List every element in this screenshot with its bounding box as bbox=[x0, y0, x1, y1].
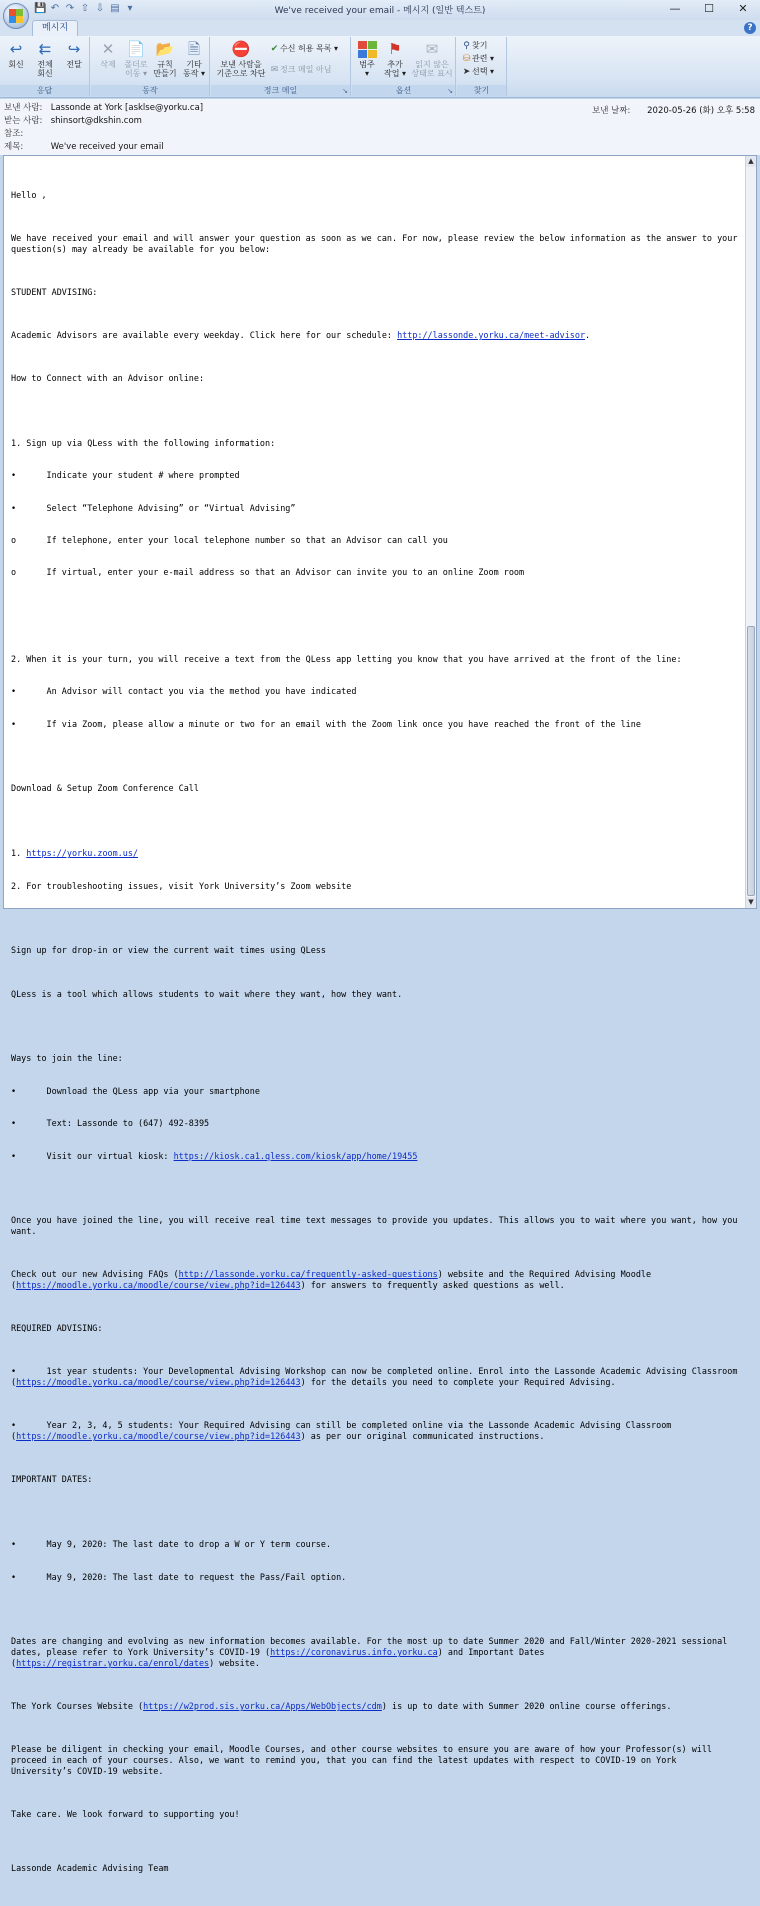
delete-icon: ✕ bbox=[101, 39, 115, 58]
tab-message[interactable]: 메시지 bbox=[32, 20, 78, 36]
req1-moodle-link[interactable]: https://moodle.yorku.ca/moodle/course/view.php?id=126443 bbox=[16, 1377, 301, 1388]
zoom-step-2: 2. For troubleshooting issues, visit York University’s Zoom website bbox=[11, 880, 352, 891]
reply-all-label-1: 전체 bbox=[37, 60, 53, 69]
rules-icon: 📂 bbox=[155, 39, 175, 58]
courses-website-link[interactable]: https://w2prod.sis.yorku.ca/Apps/WebObjects/cdm bbox=[143, 1701, 382, 1712]
step1-item-c: o If telephone, enter your local telephone number so that an Advisor can call you bbox=[11, 535, 448, 546]
binoculars-icon: ⚲ bbox=[463, 41, 470, 51]
group-find bbox=[457, 37, 507, 96]
important-heading: IMPORTANT DATES: bbox=[11, 1474, 93, 1485]
scrollbar-thumb[interactable] bbox=[747, 626, 755, 896]
message-body-text bbox=[11, 168, 743, 1906]
not-junk-button[interactable] bbox=[269, 64, 331, 76]
step1-block bbox=[11, 416, 739, 600]
block-sender-button[interactable] bbox=[213, 39, 269, 78]
vertical-scrollbar[interactable] bbox=[745, 156, 756, 908]
signature: Lassonde Academic Advising Team bbox=[11, 1863, 169, 1874]
intro-paragraph: We have received your email and will answer your question as soon as we can. For now, please review the below information as the answer to your question(s) may already be available for you below: bbox=[11, 232, 743, 254]
from-label: 보낸 사람: bbox=[4, 103, 43, 113]
diligent-paragraph: Please be diligent in checking your email, Moodle Courses, and other course websites to ensure you are aware of how your Professor(s) will proceed in each of your courses. Also, we want to remind you, that you can find the latest updates with respect to COVID-19 on York University’s COVID-19 website. bbox=[11, 1744, 718, 1776]
dates-text-3: ) website. bbox=[209, 1657, 260, 1668]
yorku-zoom-link[interactable]: https://yorku.zoom.us/ bbox=[26, 848, 139, 859]
safe-list-label: 수신 허용 목록 ▾ bbox=[280, 44, 339, 53]
ways-item-b: • Text: Lassonde to (647) 492-8395 bbox=[11, 1118, 210, 1129]
related-label: 관련 ▾ bbox=[472, 54, 495, 63]
step1-item-d: o If virtual, enter your e-mail address so that an Advisor can invite you to an online Zoom room bbox=[11, 567, 525, 578]
req2-moodle-link[interactable]: https://moodle.yorku.ca/moodle/course/view.php?id=126443 bbox=[16, 1431, 301, 1442]
greeting: Hello , bbox=[11, 189, 47, 200]
followup-label-2: 작업 ▾ bbox=[383, 69, 406, 78]
forward-label: 전달 bbox=[66, 60, 82, 69]
related-button[interactable] bbox=[461, 53, 494, 65]
not-junk-icon: ✉ bbox=[270, 65, 279, 75]
categorize-label-2: ▾ bbox=[364, 69, 369, 78]
safe-list-icon: ✔ bbox=[270, 44, 279, 54]
scroll-down-icon[interactable]: ▼ bbox=[746, 897, 756, 908]
categorize-icon bbox=[356, 39, 378, 59]
dates-text-2: ) and Important Dates ( bbox=[11, 1647, 550, 1668]
forward-icon: ↪ bbox=[67, 39, 81, 58]
select-label: 선택 ▾ bbox=[472, 67, 495, 76]
other-label-2: 동작 ▾ bbox=[182, 69, 205, 78]
coronavirus-link[interactable]: https://coronavirus.info.yorku.ca bbox=[270, 1647, 438, 1658]
from-row bbox=[4, 103, 203, 114]
not-junk-label: 정크 메일 아님 bbox=[280, 65, 332, 74]
ways-item-c bbox=[11, 1151, 739, 1162]
important-item-a: • May 9, 2020: The last date to drop a W or Y term course. bbox=[11, 1539, 332, 1550]
subject-label: 제목: bbox=[4, 142, 24, 152]
window-controls bbox=[658, 0, 760, 18]
close-button[interactable]: ✕ bbox=[738, 2, 748, 15]
move-to-folder-button[interactable] bbox=[122, 39, 150, 78]
to-label: 받는 사람: bbox=[4, 116, 43, 126]
unread-label-2: 상태로 표시 bbox=[411, 69, 453, 78]
registrar-dates-link[interactable]: https://registrar.yorku.ca/enrol/dates bbox=[16, 1657, 210, 1668]
delete-button[interactable] bbox=[95, 39, 121, 69]
followup-label-1: 추가 bbox=[387, 60, 403, 69]
save-icon[interactable]: 💾 bbox=[34, 3, 47, 14]
required-item-2 bbox=[11, 1420, 739, 1442]
help-icon[interactable]: ? bbox=[744, 22, 756, 34]
from-value[interactable]: Lassonde at York [asklse@yorku.ca] bbox=[50, 103, 204, 113]
previous-item-icon[interactable]: ⇧ bbox=[80, 3, 90, 14]
reply-button[interactable] bbox=[4, 39, 28, 69]
unread-label-1: 읽지 않은 bbox=[415, 60, 449, 69]
group-actions-label: 동작 bbox=[91, 85, 209, 96]
move-label-2: 이동 ▾ bbox=[124, 69, 147, 78]
minimize-button[interactable]: — bbox=[669, 2, 681, 15]
to-row bbox=[4, 116, 142, 127]
group-junk-label: 정크 메일 bbox=[211, 85, 350, 96]
undo-icon[interactable]: ↶ bbox=[50, 3, 60, 14]
ways-item-c-prefix: • Visit our virtual kiosk: bbox=[11, 1150, 174, 1161]
courses-paragraph bbox=[11, 1701, 739, 1712]
moodle-link[interactable]: https://moodle.yorku.ca/moodle/course/view.php?id=126443 bbox=[16, 1280, 301, 1291]
step1-item-b: • Select “Telephone Advising” or “Virtual Advising” bbox=[11, 502, 296, 513]
required-item-1 bbox=[11, 1366, 743, 1388]
dates-paragraph bbox=[11, 1636, 739, 1668]
find-button[interactable] bbox=[461, 40, 487, 52]
important-item-b: • May 9, 2020: The last date to request the Pass/Fail option. bbox=[11, 1571, 347, 1582]
categorize-label-1: 범주 bbox=[359, 60, 375, 69]
office-button[interactable] bbox=[3, 3, 29, 29]
delete-label: 삭제 bbox=[100, 60, 116, 69]
req2-text-b: ) as per our original communicated instructions. bbox=[300, 1431, 545, 1442]
student-advising-heading: STUDENT ADVISING: bbox=[11, 286, 98, 297]
group-actions bbox=[91, 37, 210, 96]
options-dialog-launcher-icon[interactable]: ↘ bbox=[447, 87, 453, 95]
reply-all-icon: ⇇ bbox=[38, 39, 52, 58]
signup-line: Sign up for drop-in or view the current wait times using QLess bbox=[11, 945, 326, 956]
other-actions-icon: 🗎 bbox=[187, 39, 201, 58]
customize-qat-icon[interactable]: ▾ bbox=[127, 3, 133, 14]
message-body[interactable] bbox=[3, 155, 757, 1874]
reply-all-label-2: 회신 bbox=[37, 69, 53, 78]
format-icon[interactable]: ▤ bbox=[110, 3, 120, 14]
move-folder-icon: 📄 bbox=[126, 39, 146, 58]
sent-value: 2020-05-26 (화) 오후 5:58 bbox=[647, 106, 755, 116]
req1-text-a: • 1st year students: Your Developmental Advising Workshop can now be completed online. Enrol into the Lassonde Academic Advising Classroom ( bbox=[11, 1366, 743, 1388]
ways-heading: Ways to join the line: bbox=[11, 1053, 123, 1064]
reply-label: 회신 bbox=[8, 60, 24, 69]
redo-icon[interactable]: ↷ bbox=[65, 3, 75, 14]
dates-text-1: Dates are changing and evolving as new information becomes available. For the most up to date Summer 2020 and Fall/Winter 2020-2021 sessional dates, please refer to York University’s COVID-19 ( bbox=[11, 1636, 733, 1658]
ways-block bbox=[11, 1032, 739, 1183]
req2-text-a: • Year 2, 3, 4, 5 students: Your Required Advising can still be completed online via the Lassonde Academic Advising Classroom ( bbox=[11, 1420, 677, 1442]
create-rule-button[interactable] bbox=[151, 39, 179, 78]
cc-label: 참조: bbox=[4, 129, 24, 139]
to-value[interactable]: shinsort@dkshin.com bbox=[50, 116, 142, 126]
sent-label: 보낸 날짜: bbox=[592, 106, 631, 116]
subject-value: We've received your email bbox=[50, 142, 164, 152]
block-label-2: 기준으로 차단 bbox=[216, 69, 266, 78]
safe-list-button[interactable] bbox=[269, 43, 338, 55]
block-label-1: 보낸 사람을 bbox=[220, 60, 262, 69]
ribbon-tab-row bbox=[0, 20, 760, 36]
select-cursor-icon: ➤ bbox=[462, 67, 471, 77]
group-options-label: 옵션 bbox=[352, 85, 455, 96]
faq-text-3: ) for answers to frequently asked questions as well. bbox=[300, 1280, 565, 1291]
required-heading: REQUIRED ADVISING: bbox=[11, 1323, 103, 1334]
forward-button[interactable] bbox=[61, 39, 87, 69]
qless-line: QLess is a tool which allows students to wait where they want, how they want. bbox=[11, 988, 403, 999]
follow-up-button[interactable] bbox=[381, 39, 409, 78]
find-label: 찾기 bbox=[472, 41, 488, 50]
next-item-icon[interactable]: ⇩ bbox=[95, 3, 105, 14]
step1-item-a: • Indicate your student # where prompted bbox=[11, 470, 240, 481]
maximize-button[interactable]: ☐ bbox=[704, 2, 714, 15]
move-label-1: 폴더로 bbox=[124, 60, 148, 69]
faq-text-1: Check out our new Advising FAQs ( bbox=[11, 1269, 179, 1280]
zoom-step-1-prefix: 1. bbox=[11, 848, 27, 859]
mark-unread-button[interactable] bbox=[410, 39, 454, 78]
rules-label-1: 규칙 bbox=[157, 60, 173, 69]
block-sender-icon: ⛔ bbox=[231, 39, 251, 58]
mark-unread-icon: ✉ bbox=[425, 39, 439, 58]
req1-text-b: ) for the details you need to complete your Required Advising. bbox=[300, 1377, 616, 1388]
step2-line: 2. When it is your turn, you will receive a text from the QLess app letting you know that you have arrived at the front of the line: bbox=[11, 653, 682, 664]
how-connect-heading: How to Connect with an Advisor online: bbox=[11, 373, 205, 384]
group-respond-label: 응답 bbox=[0, 85, 89, 96]
joined-paragraph: Once you have joined the line, you will receive real time text messages to provide you updates. This allows you to wait where you want, how you want. bbox=[11, 1215, 743, 1237]
scroll-up-icon[interactable]: ▲ bbox=[746, 156, 756, 167]
reply-all-button[interactable] bbox=[32, 39, 58, 78]
take-care-line: Take care. We look forward to supporting you! bbox=[11, 1809, 240, 1820]
group-find-label: 찾기 bbox=[457, 85, 506, 96]
categorize-button[interactable] bbox=[354, 39, 380, 78]
subject-row bbox=[4, 142, 164, 153]
advisors-paragraph bbox=[11, 330, 739, 341]
faq-link[interactable]: http://lassonde.yorku.ca/frequently-asked-questions bbox=[178, 1269, 438, 1280]
title-bar bbox=[0, 0, 760, 20]
meet-advisor-link[interactable]: http://lassonde.yorku.ca/meet-advisor bbox=[397, 329, 586, 340]
step2-item-a: • An Advisor will contact you via the method you have indicated bbox=[11, 686, 357, 697]
junk-dialog-launcher-icon[interactable]: ↘ bbox=[342, 87, 348, 95]
faq-paragraph bbox=[11, 1269, 739, 1291]
important-dates-list bbox=[11, 1518, 739, 1604]
advisors-end: . bbox=[585, 329, 591, 340]
advisors-text: Academic Advisors are available every weekday. Click here for our schedule: bbox=[11, 329, 398, 340]
select-button[interactable] bbox=[461, 66, 494, 78]
ribbon bbox=[0, 36, 760, 98]
other-label-1: 기타 bbox=[186, 60, 202, 69]
step1-line: 1. Sign up via QLess with the following information: bbox=[11, 437, 276, 448]
related-icon: ⛁ bbox=[462, 54, 471, 64]
step2-block bbox=[11, 632, 739, 751]
follow-up-flag-icon: ⚑ bbox=[388, 39, 402, 58]
group-respond bbox=[0, 37, 90, 96]
cc-row bbox=[4, 129, 48, 140]
zoom-steps bbox=[11, 827, 739, 913]
rules-label-2: 만들기 bbox=[153, 69, 177, 78]
faq-text-2: ) website and the Required Advising Moodle ( bbox=[11, 1269, 657, 1291]
courses-text-1: The York Courses Website ( bbox=[11, 1701, 144, 1712]
sent-date-row bbox=[592, 104, 755, 116]
window-title: We've received your email - 메시지 (일반 텍스트) bbox=[274, 6, 486, 16]
other-actions-button[interactable] bbox=[180, 39, 208, 78]
reply-icon: ↩ bbox=[9, 39, 23, 58]
step2-item-b: • If via Zoom, please allow a minute or two for an email with the Zoom link once you have reached the front of the line bbox=[11, 718, 641, 729]
courses-text-2: ) is up to date with Summer 2020 online course offerings. bbox=[381, 1701, 672, 1712]
ways-item-a: • Download the QLess app via your smartphone bbox=[11, 1085, 260, 1096]
message-header bbox=[0, 99, 760, 155]
kiosk-link[interactable]: https://kiosk.ca1.qless.com/kiosk/app/home/19455 bbox=[173, 1150, 418, 1161]
zoom-step-1 bbox=[11, 848, 739, 859]
group-junk bbox=[211, 37, 351, 96]
group-options bbox=[352, 37, 456, 96]
download-zoom-heading: Download & Setup Zoom Conference Call bbox=[11, 783, 199, 794]
office-logo-icon bbox=[9, 9, 23, 23]
